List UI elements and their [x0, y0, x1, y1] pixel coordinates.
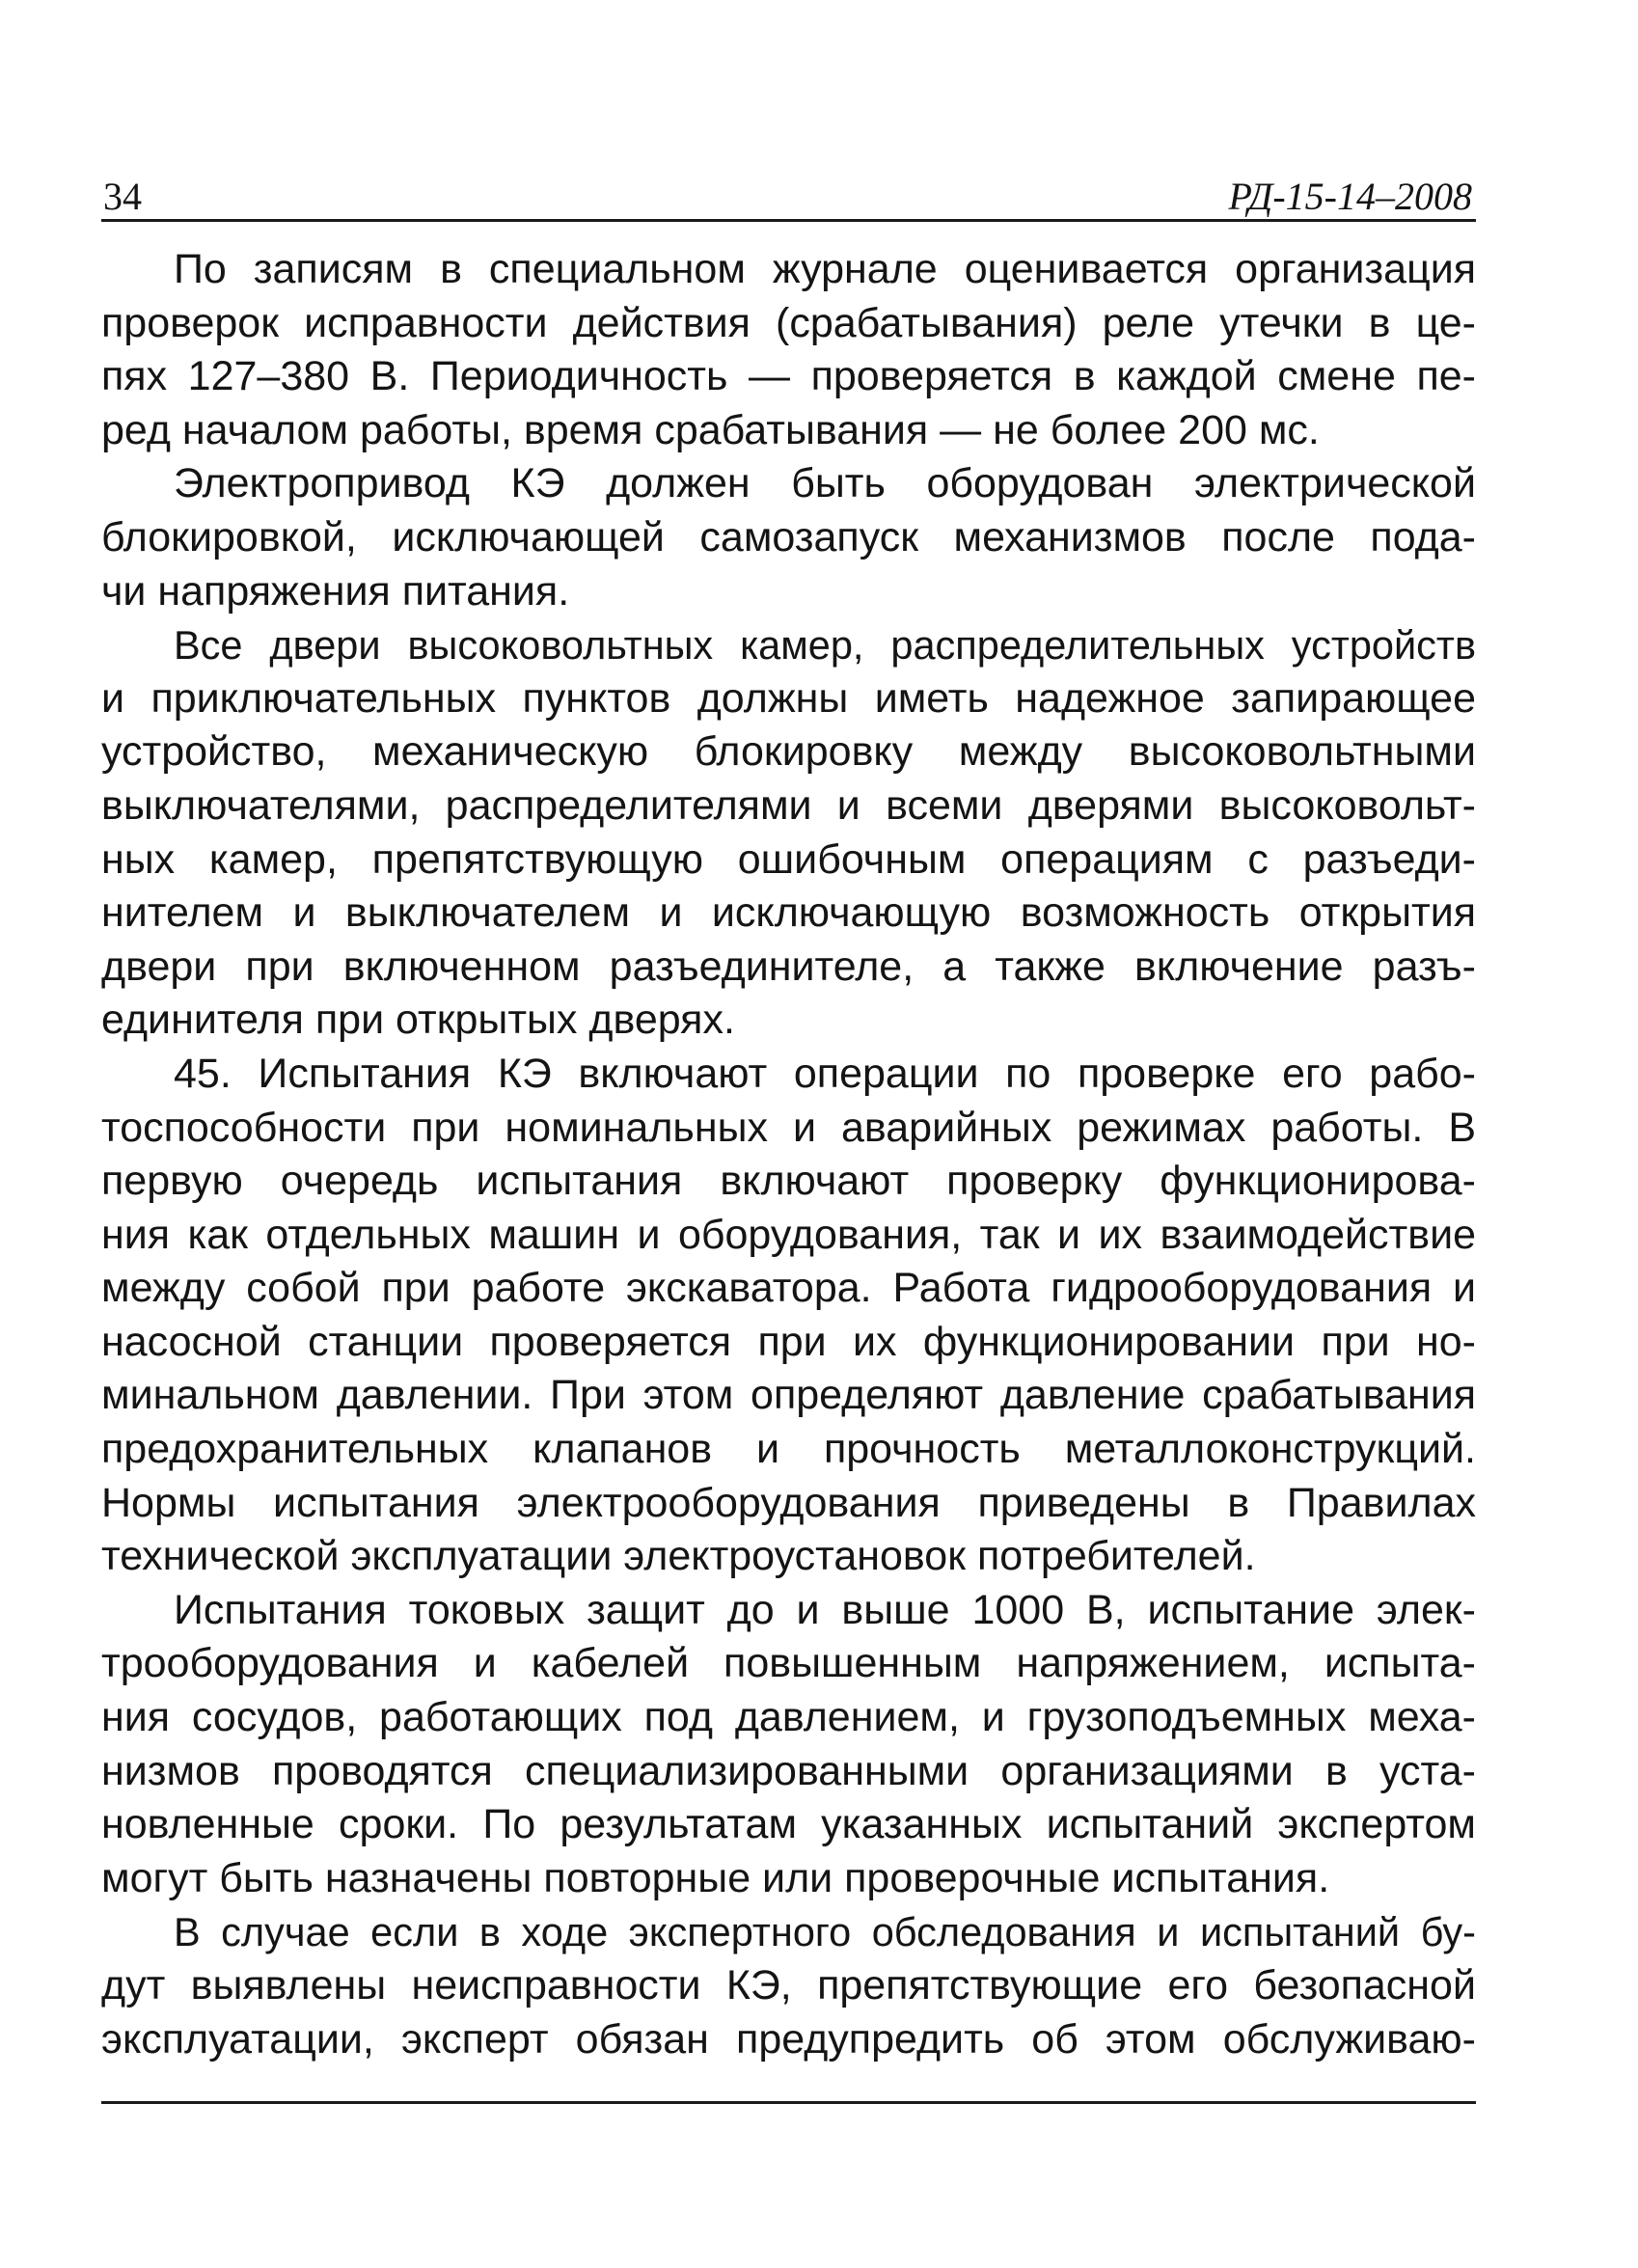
text-line: проверок исправности действия (срабатывания) реле утечки в це- [101, 299, 1476, 346]
text-line: единителя при открытых дверях. [101, 997, 735, 1044]
text-line: пях 127–380 В. Периодичность — проверяется в каждой смене пе- [101, 353, 1476, 400]
text-line: ных камер, препятствующую ошибочным операциям с разъеди- [101, 835, 1476, 883]
text-line: Все двери высоковольтных камер, распределительных устройств [174, 622, 1476, 669]
paragraph [101, 1905, 1476, 2066]
text-line: предохранительных клапанов и прочность металлоконструкций. [101, 1426, 1476, 1473]
text-line: двери при включенном разъединителе, а также включение разъ- [101, 943, 1476, 990]
text-line: новленные сроки. По результатам указанных испытаний экспертом [101, 1801, 1476, 1848]
text-line: Испытания токовых защит до и выше 1000 В, испытание элек- [174, 1586, 1476, 1633]
text-line: ния сосудов, работающих под давлением, и грузоподъемных меха- [101, 1694, 1476, 1741]
paragraph [101, 243, 1476, 457]
bottom-rule [101, 2101, 1476, 2104]
document-page [101, 169, 1476, 2066]
text-line: тоспособности при номинальных и аварийных режимах работы. В [101, 1104, 1476, 1151]
paragraph [101, 1584, 1476, 1906]
text-line: 45. Испытания КЭ включают операции по проверке его рабо- [174, 1050, 1476, 1097]
text-line: Электропривод КЭ должен быть оборудован электрической [174, 460, 1476, 507]
text-line: устройство, механическую блокировку между высоковольтными [101, 728, 1476, 776]
text-line: дут выявлены неисправности КЭ, препятствующие его безопасной [101, 1962, 1476, 2008]
body-text [101, 243, 1476, 2066]
running-header [101, 169, 1476, 222]
text-line: эксплуатации, эксперт обязан предупредить об этом обслуживаю- [101, 2015, 1476, 2063]
text-line: насосной станции проверяется при их функционировании при но- [101, 1318, 1476, 1365]
text-line: Нормы испытания электрооборудования приведены в Правилах [101, 1479, 1476, 1526]
text-line: чи напряжения питания. [101, 567, 570, 615]
document-code: РД-15-14–2008 [1228, 175, 1472, 218]
text-line: могут быть назначены повторные или проверочные испытания. [101, 1854, 1330, 1901]
text-line: В случае если в ходе экспертного обследования и испытаний бу- [174, 1909, 1476, 1955]
text-line: первую очередь испытания включают проверку функционирова- [101, 1158, 1476, 1205]
text-line: и приключательных пунктов должны иметь надежное запирающее [101, 674, 1476, 722]
paragraph [101, 618, 1476, 1048]
text-line: ред началом работы, время срабатывания — не более 200 мс. [101, 406, 1320, 453]
page-number: 34 [103, 175, 142, 218]
text-line: трооборудования и кабелей повышенным напряжением, испыта- [101, 1640, 1476, 1687]
text-line: минальном давлении. При этом определяют давление срабатывания [101, 1372, 1476, 1419]
text-line: ния как отдельных машин и оборудования, так и их взаимодействие [101, 1211, 1476, 1258]
text-line: между собой при работе экскаватора. Работа гидрооборудования и [101, 1265, 1476, 1312]
text-line: технической эксплуатации электроустановок потребителей. [101, 1533, 1256, 1580]
text-line: блокировкой, исключающей самозапуск механизмов после пода- [101, 513, 1476, 560]
text-line: выключателями, распределителями и всеми дверями высоковольт- [101, 781, 1476, 829]
text-line: По записям в специальном журнале оценивается организация [174, 246, 1476, 292]
paragraph [101, 457, 1476, 618]
text-line: низмов проводятся специализированными организациями в уста- [101, 1747, 1476, 1794]
text-line: нителем и выключателем и исключающую возможность открытия [101, 889, 1476, 937]
paragraph [101, 1048, 1476, 1584]
